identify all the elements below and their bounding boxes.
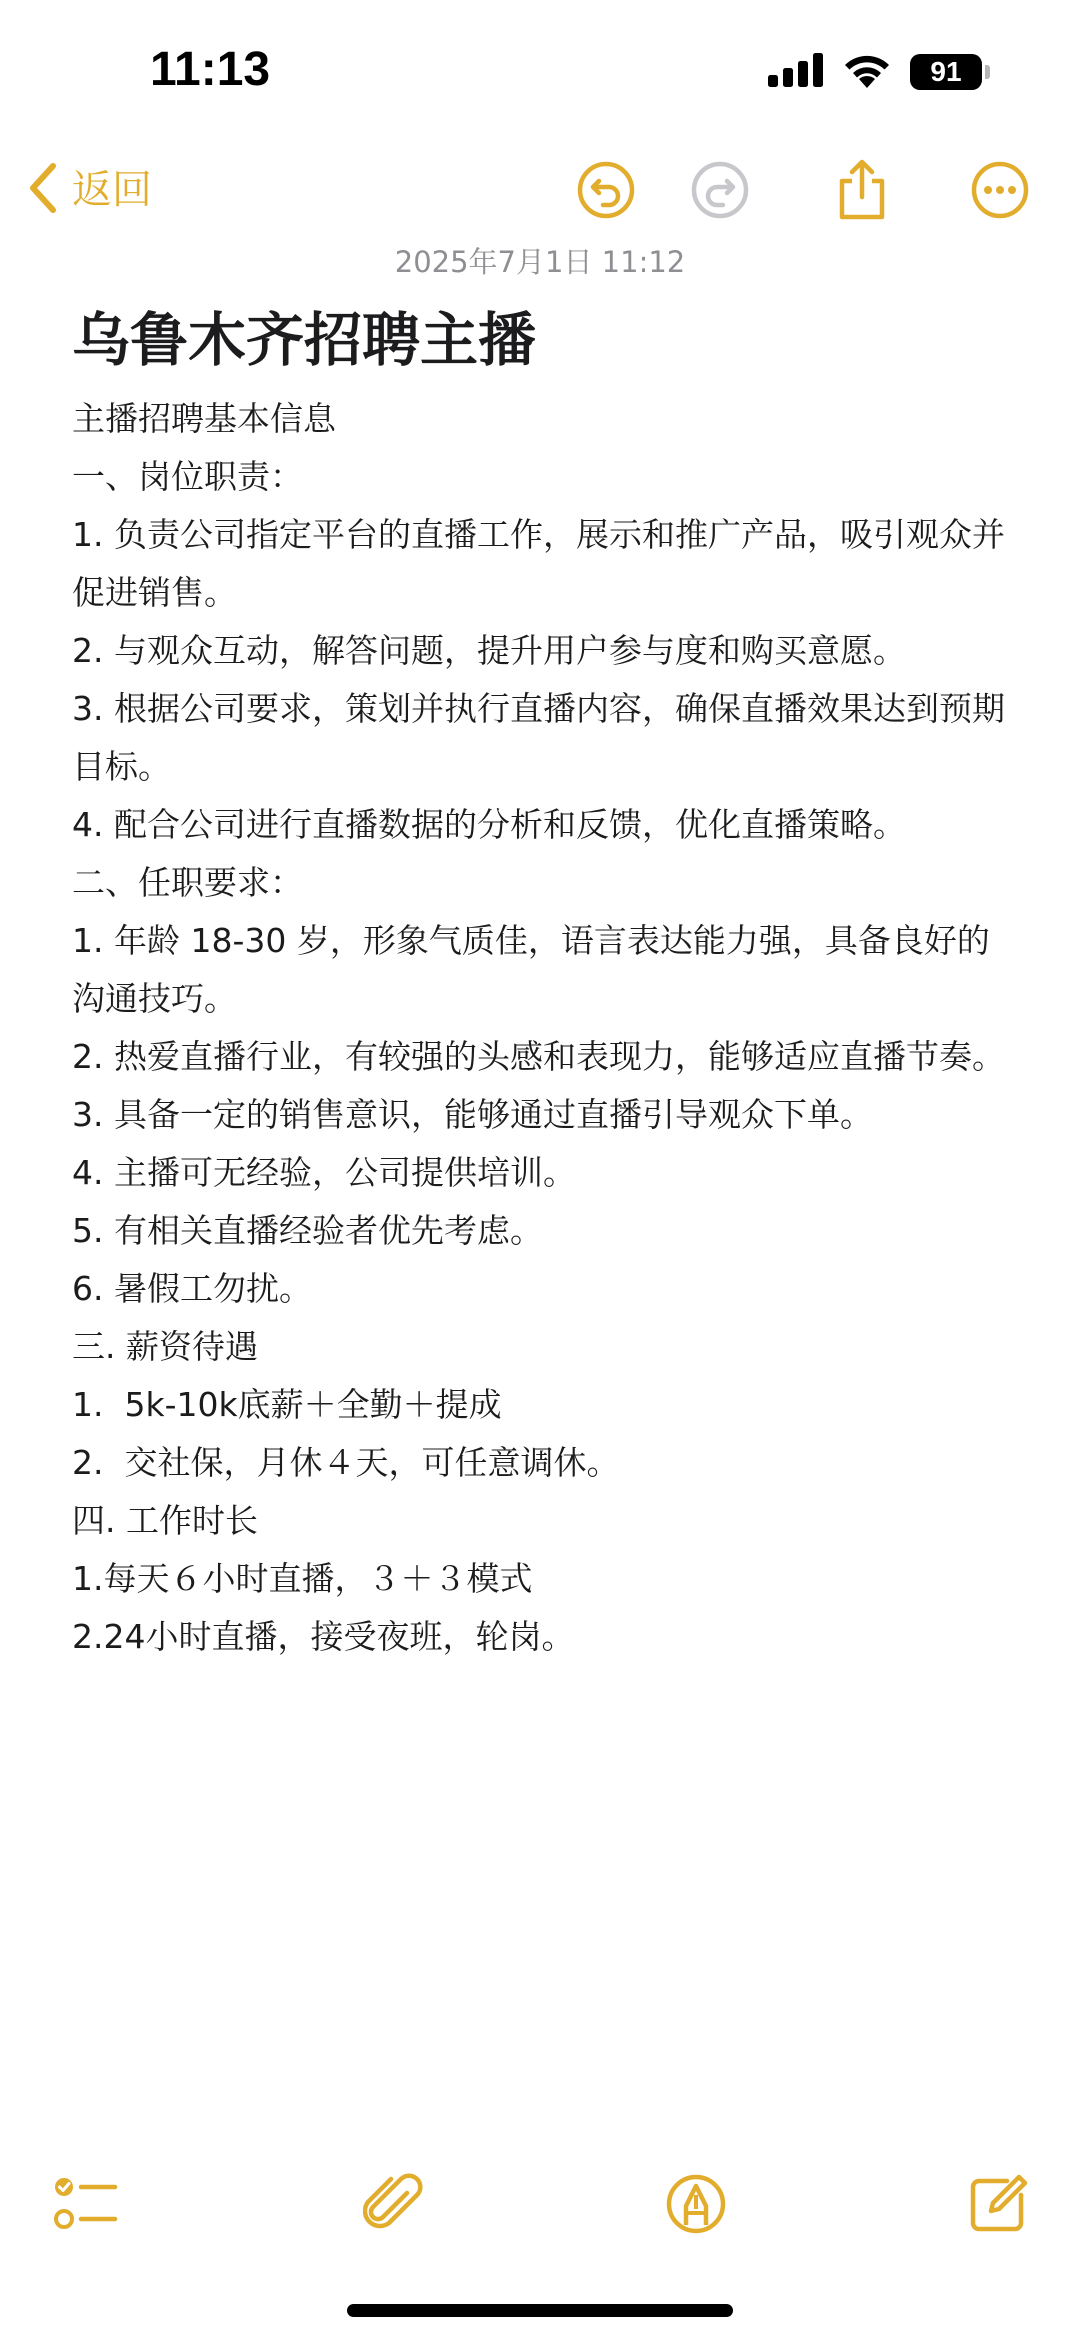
note-line: 3. 根据公司要求，策划并执行直播内容，确保直播效果达到预期目标。 — [72, 689, 1005, 786]
paperclip-icon — [363, 2173, 425, 2239]
undo-button[interactable] — [574, 160, 638, 224]
checklist-icon — [53, 2174, 119, 2238]
note-line: 6. 暑假工勿扰。 — [72, 1269, 312, 1308]
attachment-button[interactable] — [358, 2170, 430, 2242]
wifi-icon — [842, 52, 892, 92]
note-title[interactable]: 乌鲁木齐招聘主播 — [72, 306, 537, 374]
undo-icon — [577, 161, 635, 223]
more-button[interactable] — [968, 160, 1032, 224]
note-line: 4. 主播可无经验，公司提供培训。 — [72, 1153, 576, 1192]
cellular-signal-icon — [768, 53, 824, 91]
battery-level: 91 — [910, 54, 982, 90]
note-line: 主播招聘基本信息 — [72, 399, 336, 438]
markup-pen-icon — [665, 2173, 727, 2239]
note-line: 2.24小时直播，接受夜班，轮岗。 — [72, 1617, 575, 1656]
note-line: 2. 热爱直播行业，有较强的头感和表现力，能够适应直播节奏。 — [72, 1037, 1005, 1076]
battery-icon — [910, 54, 990, 90]
share-icon — [834, 159, 890, 225]
note-line: 2. 交社保，月休４天，可任意调休。 — [72, 1443, 620, 1482]
chevron-left-icon — [28, 162, 58, 218]
note-line: 1. 负责公司指定平台的直播工作，展示和推广产品，吸引观众并促进销售。 — [72, 515, 1005, 612]
markup-button[interactable] — [660, 2170, 732, 2242]
note-line: 3. 具备一定的销售意识，能够通过直播引导观众下单。 — [72, 1095, 873, 1134]
note-line: 4. 配合公司进行直播数据的分析和反馈，优化直播策略。 — [72, 805, 906, 844]
note-line: 1.每天６小时直播，３＋３模式 — [72, 1559, 533, 1598]
redo-icon — [691, 161, 749, 223]
more-icon — [971, 161, 1029, 223]
back-button[interactable] — [28, 160, 152, 220]
note-line: 1. 5k-10k底薪＋全勤＋提成 — [72, 1385, 502, 1424]
note-body[interactable] — [72, 390, 1012, 1666]
note-date: 2025年7月1日 11:12 — [394, 245, 686, 279]
share-button[interactable] — [830, 160, 894, 224]
note-line: 1. 年龄 18-30 岁，形象气质佳，语言表达能力强，具备良好的沟通技巧。 — [72, 921, 990, 1018]
note-line: 二、任职要求： — [72, 863, 303, 902]
back-label: 返回 — [72, 167, 152, 213]
note-line: 5. 有相关直播经验者优先考虑。 — [72, 1211, 543, 1250]
home-indicator[interactable] — [347, 2304, 733, 2317]
compose-icon — [967, 2173, 1029, 2239]
note-line: 四. 工作时长 — [72, 1501, 258, 1540]
compose-button[interactable] — [962, 2170, 1034, 2242]
status-indicators — [768, 52, 990, 92]
redo-button[interactable] — [688, 160, 752, 224]
note-line: 三. 薪资待遇 — [72, 1327, 258, 1366]
note-line: 2. 与观众互动，解答问题，提升用户参与度和购买意愿。 — [72, 631, 906, 670]
status-time: 11:13 — [150, 43, 271, 96]
checklist-button[interactable] — [50, 2170, 122, 2242]
note-line: 一、岗位职责： — [72, 457, 303, 496]
